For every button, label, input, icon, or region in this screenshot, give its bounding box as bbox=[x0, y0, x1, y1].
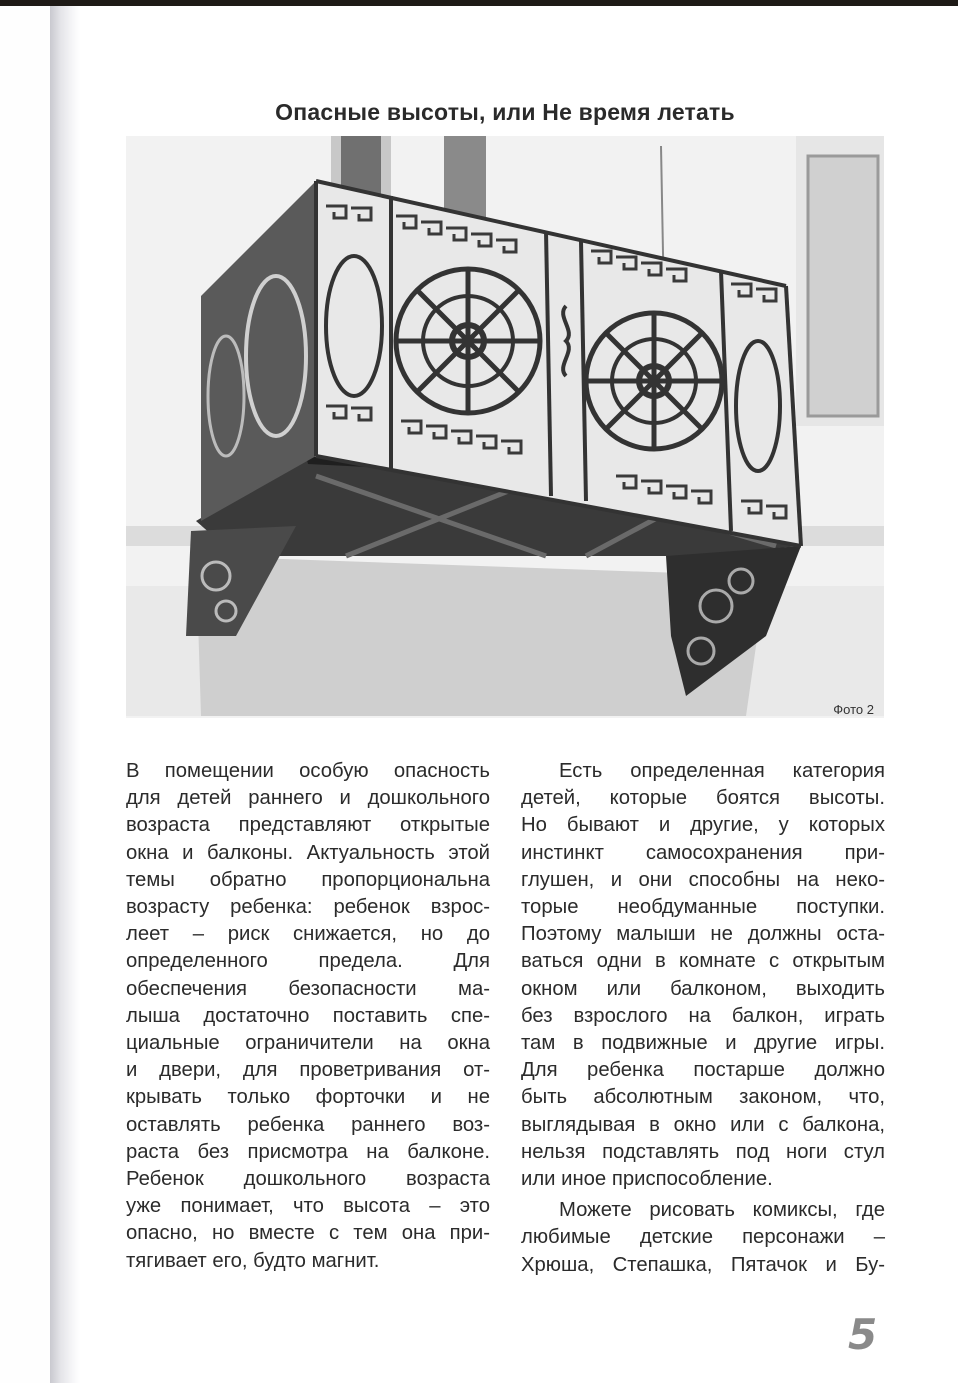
text-line: торые необдуманные поступки. bbox=[521, 896, 885, 919]
text-line: Поэтому малыши не должны оста- bbox=[521, 923, 885, 946]
text-line: определенного предела. Для bbox=[126, 950, 490, 973]
page-title: Опасные высоты, или Не время летать bbox=[275, 99, 735, 126]
text-line: тягивает его, будто магнит. bbox=[126, 1249, 380, 1272]
text-line: детей, которые боятся высоты. bbox=[521, 787, 885, 810]
text-line: быть абсолютным законом, что, bbox=[521, 1086, 885, 1109]
text-line: инстинкт самосохранения при- bbox=[521, 841, 885, 864]
text-line: циальные ограничители на окна bbox=[126, 1032, 490, 1055]
text-line: и двери, для проветривания от- bbox=[126, 1059, 490, 1082]
text-line: возрасту ребенка: ребенок взрос- bbox=[126, 896, 490, 919]
text-line: без взрослого на балкон, играть bbox=[521, 1004, 885, 1027]
text-line: раста без присмотра на балконе. bbox=[126, 1140, 490, 1163]
text-line: Можете рисовать комиксы, где bbox=[559, 1199, 885, 1222]
book-spine-shadow bbox=[50, 6, 80, 1383]
page-number: 5 bbox=[848, 1310, 878, 1359]
text-line: Есть определенная категория bbox=[559, 760, 885, 782]
text-line: крывать только форточки и не bbox=[126, 1086, 490, 1109]
text-line: Но бывают и другие, у которых bbox=[521, 814, 885, 837]
text-line: выглядывая в окно или с балкона, bbox=[521, 1113, 885, 1136]
page-margin bbox=[0, 6, 50, 1383]
text-line: леет – риск снижается, но до bbox=[126, 923, 490, 946]
paragraph bbox=[521, 1197, 885, 1279]
text-line: там в подвижные и другие игры. bbox=[521, 1032, 885, 1055]
text-line: Хрюша, Степашка, Пятачок и Бу- bbox=[521, 1253, 885, 1276]
text-line: окном или балконом, выходить bbox=[521, 977, 885, 1000]
text-column-left bbox=[126, 758, 490, 1275]
text-line: темы обратно пропорциональна bbox=[126, 868, 490, 891]
text-line: окна и балконы. Актуальность этой bbox=[126, 841, 490, 864]
text-line: ваться одни в комнате с открытым bbox=[521, 950, 885, 973]
text-line: уже понимает, что высота – это bbox=[126, 1195, 490, 1218]
text-line: нельзя подставлять под ноги стул bbox=[521, 1140, 885, 1163]
text-line: Для ребенка постарше должно bbox=[521, 1059, 885, 1082]
text-column-right bbox=[521, 758, 885, 1279]
balcony-photo bbox=[126, 136, 884, 718]
text-line: любимые детские персонажи – bbox=[521, 1226, 885, 1249]
text-line: или иное приспособление. bbox=[521, 1168, 773, 1191]
text-line: возраста представляют открытые bbox=[126, 814, 490, 837]
text-line: для детей раннего и дошкольного bbox=[126, 787, 490, 810]
text-line: опасно, но вместе с тем она при- bbox=[126, 1222, 490, 1245]
text-line: обеспечения безопасности ма- bbox=[126, 977, 490, 1000]
text-line: оставлять ребенка раннего воз- bbox=[126, 1113, 490, 1136]
scan-top-edge bbox=[0, 0, 958, 6]
text-line: В помещении особую опасность bbox=[126, 760, 490, 782]
paragraph bbox=[521, 758, 885, 1193]
paragraph bbox=[126, 758, 490, 1275]
photo-caption: Фото 2 bbox=[833, 702, 874, 717]
text-line: глушен, и они способны на неко- bbox=[521, 868, 885, 891]
text-line: Ребенок дошкольного возраста bbox=[126, 1168, 490, 1191]
text-line: лыша достаточно поставить спе- bbox=[126, 1004, 490, 1027]
